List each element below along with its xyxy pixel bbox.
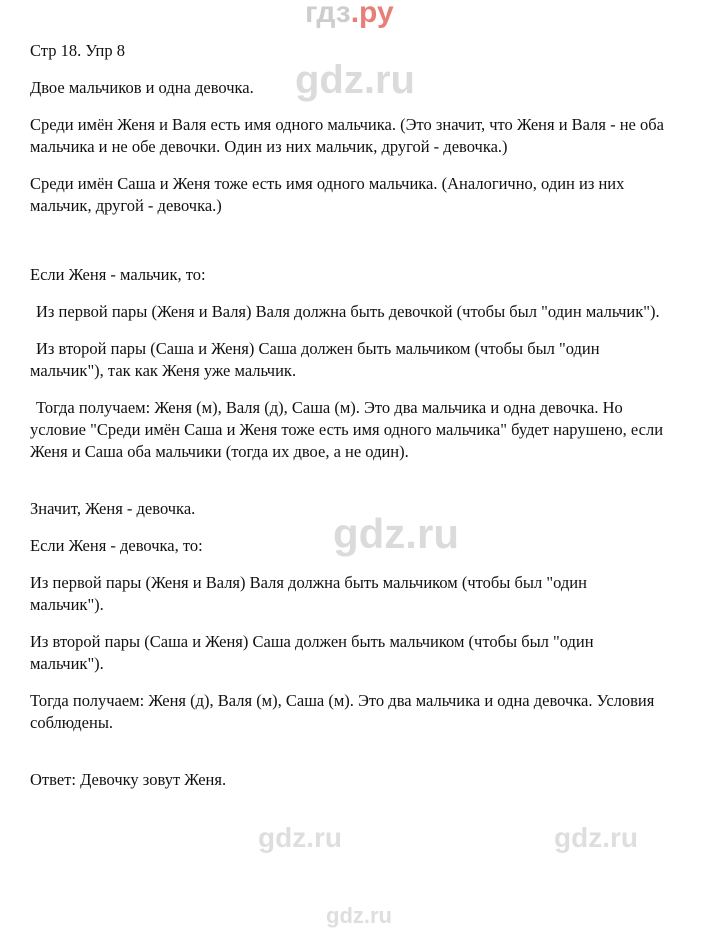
page-heading: Стр 18. Упр 8 xyxy=(30,41,126,60)
paragraph-final-answer: Ответ: Девочку зовут Женя. xyxy=(30,770,227,789)
paragraph-case-1-heading: Если Женя - мальчик, то: xyxy=(30,265,206,284)
site-logo-suffix: .ру xyxy=(350,0,394,29)
watermark-lower-right: gdz.ru xyxy=(554,822,638,853)
paragraph-case-2-heading: Если Женя - девочка, то: xyxy=(30,536,203,555)
watermark-middle: gdz.ru xyxy=(333,510,459,557)
paragraph-case-1-conclusion: Тогда получаем: Женя (м), Валя (д), Саша (м). Это два мальчика и одна девочка. Но условие "Среди имён Саша и Женя тоже есть имя одного мальчика" будет нарушено, если Женя и Саша оба мальчики (тогда их двое, а не один). xyxy=(30,398,664,461)
paragraph-case-2-step-2: Из второй пары (Саша и Женя) Саша должен быть мальчиком (чтобы был "один мальчик"). xyxy=(30,632,594,673)
paragraph-case-2-step-1: Из первой пары (Женя и Валя) Валя должна быть мальчиком (чтобы был "один мальчик"). xyxy=(30,573,587,614)
site-logo-text: гдз xyxy=(305,0,351,29)
paragraph-case-1-step-1: Из первой пары (Женя и Валя) Валя должна быть девочкой (чтобы был "один мальчик"). xyxy=(36,302,660,321)
paragraph-case-1-step-2: Из второй пары (Саша и Женя) Саша должен быть мальчиком (чтобы был "один мальчик"), так как Женя уже мальчик. xyxy=(30,339,600,380)
watermark-lower-left: gdz.ru xyxy=(258,822,342,853)
spacer-1 xyxy=(30,232,690,264)
document-body xyxy=(30,40,690,806)
paragraph-case-2-conclusion: Тогда получаем: Женя (д), Валя (м), Саша (м). Это два мальчика и одна девочка. Условия соблюдены. xyxy=(30,691,655,732)
site-logo-watermark xyxy=(305,0,394,30)
paragraph-condition-2: Среди имён Саша и Женя тоже есть имя одного мальчика. (Аналогично, один из них мальчик, другой - девочка.) xyxy=(30,174,625,215)
watermark-bottom: gdz.ru xyxy=(326,903,392,928)
paragraph-intermediate-result: Значит, Женя - девочка. xyxy=(30,499,196,518)
paragraph-condition-1: Среди имён Женя и Валя есть имя одного мальчика. (Это значит, что Женя и Валя - не оба мальчика и не обе девочки. Один из них мальчик, другой - девочка.) xyxy=(30,115,664,156)
watermark-top: gdz.ru xyxy=(295,58,415,102)
spacer-2 xyxy=(30,478,690,498)
spacer-3 xyxy=(30,749,690,769)
paragraph-answer-summary: Двое мальчиков и одна девочка. xyxy=(30,78,254,97)
